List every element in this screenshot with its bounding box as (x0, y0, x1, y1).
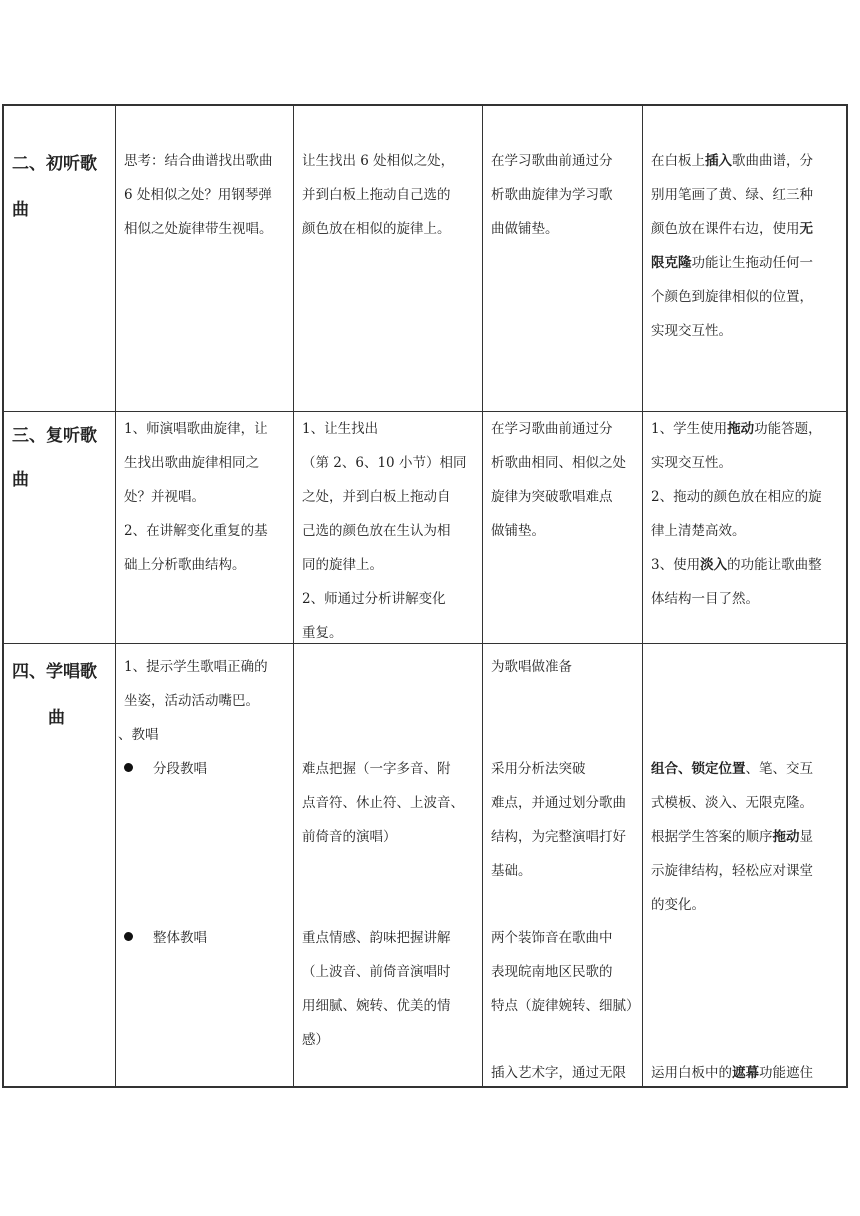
student-text: 重复。 (302, 625, 343, 641)
tech-text: 个颜色到旋律相似的位置， (651, 289, 813, 305)
stage-title: 曲 (12, 200, 29, 220)
student-text: 让生找出 6 处相似之处， (302, 153, 455, 169)
activity-text: 处？并视唱。 (124, 489, 205, 505)
intent-text: 表现皖南地区民歌的 (491, 964, 613, 980)
student-text: 同的旋律上。 (302, 557, 383, 573)
stage-title: 曲 (48, 708, 65, 728)
tech-text: 颜色放在课件右边，使用无 (651, 221, 813, 237)
keyword: 限克隆 (651, 255, 692, 271)
intent-text: 做铺垫。 (491, 523, 545, 539)
list-item: 分段教唱 (124, 752, 207, 787)
intent-text: 特点（旋律婉转、细腻） (491, 998, 640, 1014)
intent-text: 采用分析法突破 (491, 761, 586, 777)
bullet-icon (124, 763, 133, 772)
student-text: 1、让生找出 (302, 421, 379, 437)
tech-text: 体结构一目了然。 (651, 591, 759, 607)
intent-text: 两个装饰音在歌曲中 (491, 930, 613, 946)
tech-text: 别用笔画了黄、绿、红三种 (651, 187, 813, 203)
activity-text: 2、在讲解变化重复的基 (124, 523, 268, 539)
intent-text: 曲做铺垫。 (491, 221, 559, 237)
student-text: 并到白板上拖动自己选的 (302, 187, 451, 203)
activity-text: 础上分析歌曲结构。 (124, 557, 246, 573)
stage-title: 曲 (12, 470, 29, 490)
activity-text: 6 处相似之处？用钢琴弹 (124, 187, 272, 203)
student-text: 前倚音的演唱） (302, 829, 397, 845)
column-divider (482, 106, 483, 1086)
tech-text: 3、使用淡入的功能让歌曲整 (651, 557, 822, 573)
stage-title: 四、学唱歌 (12, 662, 97, 682)
student-text: 难点把握（一字多音、附 (302, 761, 451, 777)
tech-text: 律上清楚高效。 (651, 523, 746, 539)
keyword: 淡入 (700, 557, 728, 573)
bullet-icon (124, 932, 133, 941)
column-divider (293, 106, 294, 1086)
activity-text: 、教唱 (118, 727, 159, 743)
intent-text: 析歌曲旋律为学习歌 (491, 187, 613, 203)
activity-text: 1、提示学生歌唱正确的 (124, 659, 268, 675)
tech-text: 运用白板中的遮幕功能遮住 (651, 1065, 813, 1081)
student-text: 感） (302, 1032, 329, 1048)
tech-text: 实现交互性。 (651, 455, 732, 471)
intent-text: 旋律为突破歌唱难点 (491, 489, 613, 505)
activity-text: 坐姿，活动活动嘴巴。 (124, 693, 259, 709)
column-divider (115, 106, 116, 1086)
tech-text: 根据学生答案的顺序拖动显 (651, 829, 813, 845)
intent-text: 结构，为完整演唱打好 (491, 829, 626, 845)
intent-text: 插入艺术字，通过无限 (491, 1065, 626, 1081)
student-text: （第 2、6、10 小节）相同 (302, 455, 467, 471)
tech-text: 限克隆功能让生拖动任何一 (651, 255, 813, 271)
tech-text: 在白板上插入歌曲曲谱，分 (651, 153, 813, 169)
intent-text: 难点，并通过划分歌曲 (491, 795, 626, 811)
activity-text: 思考：结合曲谱找出歌曲 (124, 153, 273, 169)
student-text: 2、师通过分析讲解变化 (302, 591, 446, 607)
intent-text: 在学习歌曲前通过分 (491, 153, 613, 169)
keyword: 无 (799, 221, 813, 237)
keyword: 遮幕 (732, 1065, 759, 1081)
intent-text: 析歌曲相同、相似之处 (491, 455, 626, 471)
student-text: 之处，并到白板上拖动自 (302, 489, 451, 505)
tech-text: 组合、锁定位置、笔、交互 (651, 761, 813, 777)
row-divider (4, 643, 846, 644)
list-item: 整体教唱 (124, 921, 207, 956)
stage-title: 二、初听歌 (12, 154, 97, 174)
tech-text: 1、学生使用拖动功能答题， (651, 421, 822, 437)
stage-title: 三、复听歌 (12, 426, 97, 446)
column-divider (642, 106, 643, 1086)
activity-text: 相似之处旋律带生视唱。 (124, 221, 273, 237)
keyword: 组合 (651, 761, 678, 777)
keyword: 锁定位置 (691, 761, 746, 777)
intent-text: 在学习歌曲前通过分 (491, 421, 613, 437)
tech-text: 的变化。 (651, 897, 705, 913)
tech-text: 示旋律结构，轻松应对课堂 (651, 863, 813, 879)
activity-text: 1、师演唱歌曲旋律，让 (124, 421, 268, 437)
intent-text: 基础。 (491, 863, 532, 879)
tech-text: 式模板、淡入、无限克隆。 (651, 795, 813, 811)
tech-text: 2、拖动的颜色放在相应的旋 (651, 489, 822, 505)
student-text: （上波音、前倚音演唱时 (302, 964, 451, 980)
student-text: 用细腻、婉转、优美的情 (302, 998, 451, 1014)
intent-text: 为歌唱做准备 (491, 659, 572, 675)
student-text: 重点情感、韵味把握讲解 (302, 930, 451, 946)
lesson-plan-table (2, 104, 848, 1088)
tech-text: 实现交互性。 (651, 323, 732, 339)
keyword: 插入 (705, 153, 732, 169)
student-text: 颜色放在相似的旋律上。 (302, 221, 451, 237)
activity-text: 生找出歌曲旋律相同之 (124, 455, 259, 471)
student-text: 点音符、休止符、上波音、 (302, 795, 464, 811)
student-text: 己选的颜色放在生认为相 (302, 523, 451, 539)
keyword: 拖动 (727, 421, 755, 437)
keyword: 拖动 (772, 829, 800, 845)
